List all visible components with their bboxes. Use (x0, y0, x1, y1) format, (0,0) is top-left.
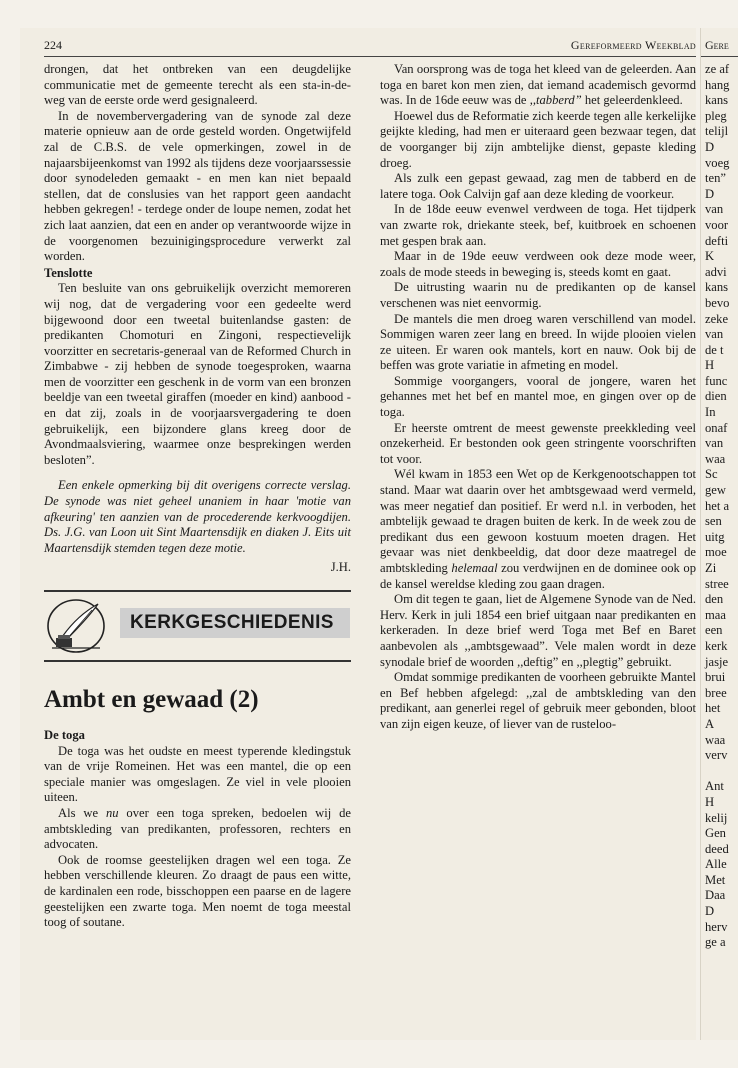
editor-note: Een enkele opmerking bij dit overigens correcte verslag. De synode was niet geheel unaniem in haar 'motie van afkeuring' ten aanzien van de procederende kerkvoogdijen. Ds. J.G. van Loon uit Sint Maartensdijk en diaken J. Eits uit Maartensdijk stemden tegen deze motie. (44, 478, 351, 555)
next-page-fragment: H (705, 358, 715, 373)
next-page-fragment: het a (705, 498, 730, 513)
next-page-fragment: deed (705, 841, 729, 856)
next-page-fragment: K (705, 249, 715, 264)
next-page-fragment: Daa (705, 888, 726, 903)
next-page-fragment: ze af (705, 62, 730, 76)
next-page-fragment: het (705, 701, 721, 716)
paragraph: Wél kwam in 1853 een Wet op de Kerkgenootschappen tot stand. Maar wat daarin over het ambtsgewaad werd vermeld, was meer negatief dan positief. Er werd n.l. in verboden, het ambtelijk gewaad te dragen buiten de kerk. In de week zou de predikant dus een gewoon kostuum moeten dragen. Het gevaar was niet denkbeeldig, dat door deze maatregel de ambtskleding helemaal zou verdwijnen en de dominee ook op de kansel wereldse kleding zou gaan dragen. (380, 467, 696, 591)
next-page-fragment: zeke (705, 311, 729, 326)
paragraph: Om dit tegen te gaan, liet de Algemene Synode van de Ned. Herv. Kerk in juli 1854 een brief uitgaan naar predikanten en kerkeraden. In deze brief werd Toga met Bef en Baret aanbevolen als ,,ambtsgewaad”. Vele malen wordt in deze synodale brief de woorden ,,deftig” en ,,plegtig” gebruikt. (380, 592, 696, 669)
next-page-fragment: voeg (705, 155, 730, 170)
paragraph: Sommige voorgangers, vooral de jongere, waren het gehannes met het bef en mantel moe, en gingen over op de toga. (380, 373, 696, 420)
next-page-fragment: van (705, 436, 724, 451)
author-initials: J.H. (330, 560, 351, 575)
next-page-fragment: In (705, 405, 716, 420)
subheading-de-toga: De toga (44, 728, 85, 742)
next-page-fragment: defti (705, 233, 729, 248)
next-page-edge (700, 28, 738, 1040)
next-page-fragment: kans (705, 280, 729, 295)
next-page-fragment: van (705, 327, 724, 342)
next-page-fragment: onaf (705, 420, 728, 435)
paragraph: Van oorsprong was de toga het kleed van de geleerden. Aan toga en baret kon men zien, dat iemand academisch gevormd was. In de 16de eeuw was de ,,tabberd” het geleerdenkleed. (380, 62, 696, 108)
next-page-fragment: jasje (705, 654, 729, 669)
next-page-fragment: moe (705, 545, 727, 560)
column-right (380, 62, 696, 733)
header-rule (44, 56, 696, 57)
paragraph: Ten besluite van ons gebruikelijk overzicht memoreren wij nog, dat de vergadering voor een gedeelte werd bijgewoond door een tweetal buitenlandse gasten: de predikanten Chomoturi en Zingoni, respectievelijk voorzitter en secretaris-generaal van de Reformed Church in Zimbabwe - zij hebben de synode toegesproken, waarna men de voorzitter een geschenk in de vorm van een bronzen beeldje van een tweetal giraffen (moeder en kind) aanbood - en dat zij, zoals in de voorjaarsvergadering te doen gebruikelijk, een bijzondere glans kreeg door de Avondmaalsviering, waarmee onze besprekingen werden besloten”. (44, 281, 351, 467)
next-page-fragment: waa (705, 451, 726, 466)
next-page-fragment: Met (705, 872, 726, 887)
next-page-fragment: herv (705, 919, 728, 934)
next-page-fragment (705, 764, 729, 780)
section-banner (44, 590, 351, 662)
paragraph: Hoewel dus de Reformatie zich keerde tegen alle kerkelijke geijkte kleding, had men er uiteraard geen bezwaar tegen, dat de voorganger bij zijn ambtelijke dienst, gepaste kleding droeg. (380, 108, 696, 170)
paragraph: Omdat sommige predikanten de voorheen gebruikte Mantel en Bef hebben afgelegd: ,,zal de ambtskleding van den predikant, aan generlei regel of gebruik meer gebonden, bloot van zijn eigen keuze, of liever van de rusteloo- (380, 670, 696, 731)
next-header-rule (701, 56, 738, 57)
next-page-fragment: D (705, 904, 715, 919)
quill-inkwell-icon (46, 596, 110, 656)
paragraph: drongen, dat het ontbreken van een deugdelijke communicatie met de gemeente terecht als een sta-in-de-weg van de eerste orde werd gesignaleerd. (44, 62, 351, 108)
next-page-fragment: Gen (705, 826, 726, 841)
next-page-fragment: stree (705, 576, 729, 591)
next-page-fragment: verv (705, 748, 728, 763)
next-page-fragment: uitg (705, 529, 725, 544)
next-page-fragment: pleg (705, 108, 727, 123)
next-page-fragment: kans (705, 93, 729, 108)
next-page-fragment: kerk (705, 638, 728, 653)
paragraph: De uitrusting waarin nu de predikanten op de kansel verschenen was niet eenvormig. (380, 280, 696, 310)
article-title: Ambt en gewaad (2) (44, 686, 259, 713)
paragraph: Ook de roomse geestelijken dragen wel een toga. Ze hebben verschillende kleuren. Zo draagt de paus een witte, de kardinalen een rode, bisschoppen een paarse en de lagere geestelijken een zwarte toga. Men noemt de toga meestal toog of soutane. (44, 852, 351, 930)
next-page-fragment: een (705, 623, 723, 638)
next-page-fragment: Zi (705, 561, 717, 575)
next-page-fragment: waa (705, 732, 726, 747)
next-page-fragment: hang (705, 77, 730, 92)
next-page-fragment: brui (705, 670, 726, 685)
next-page-fragment: func (705, 373, 728, 388)
next-page-fragment: H (705, 794, 715, 809)
next-page-fragment: de t (705, 342, 724, 357)
paragraph: In de novembervergadering van de synode zal deze materie opnieuw aan de orde gesteld worden. Ongetwijfeld zal de C.B.S. de vele opmerkingen, zowel in de najaarsbijeenkomst van 1992 als tijdens deze voorjaarssessie door synodeleden gemaakt - en men kan niet bepaald stellen, dat de conslusies van het rapport geen aandacht hebben gekregen! - terdege onder de loupe nemen, zodat het zich laat aanzien, dat een en ander op verantwoorde wijze in de voorgenomen bezuinigingsprocedure verwerkt zal worden. (44, 108, 351, 264)
paragraph: Als zulk een gepast gewaad, zag men de tabberd en de latere toga. Ook Calvijn gaf aan deze kleding de voorkeur. (380, 171, 696, 201)
next-page-fragment: D (705, 186, 715, 201)
next-page-fragment: van (705, 202, 724, 217)
running-head: Gereformeerd Weekblad (570, 38, 696, 52)
section-label: KERKGESCHIEDENIS (120, 608, 350, 638)
column-left (44, 62, 351, 931)
next-page-fragment: den (705, 592, 724, 607)
next-page-fragment: dien (705, 389, 727, 404)
next-page-fragment: advi (705, 264, 727, 279)
next-page-fragment: D (705, 139, 715, 154)
magazine-page (20, 28, 696, 1040)
subheading-tenslotte: Tenslotte (44, 265, 93, 280)
next-page-fragment: bree (705, 685, 727, 700)
paragraph: De mantels die men droeg waren verschillend van model. Sommigen waren zeer lang en breed. In wijde plooien vielen ze uiteen. Er waren ook mantels, kort en nauw. Ook bij de beffen was grote variatie in afmeting en model. (380, 311, 696, 373)
next-page-fragment: ge a (705, 935, 726, 950)
next-page-fragment: telijl (705, 124, 729, 139)
page-number: 224 (44, 38, 62, 52)
next-page-fragment: Alle (705, 857, 727, 872)
next-page-fragment: gew (705, 483, 726, 498)
next-page-fragment: ten” (705, 171, 726, 186)
next-page-fragment: Ant (705, 779, 724, 794)
paragraph: Maar in de 19de eeuw verdween ook deze mode weer, zoals de mode steeds in beweging is, steeds komt en gaat. (380, 249, 696, 279)
next-page-fragment: voor (705, 217, 729, 232)
paragraph: De toga was het oudste en meest typerende kledingstuk van de vrije Romeinen. Het was een mantel, die op een speciale manier was omgeslagen. Ze viel in vele plooien uiteen. (44, 743, 351, 805)
next-page-fragment: A (705, 716, 715, 731)
next-page-fragment: maa (705, 607, 726, 622)
paragraph: Er heerste omtrent de meest gewenste preekkleding veel onzekerheid. Er bestonden ook geen stringente voorschriften tot voor. (380, 420, 696, 466)
next-page-fragments (705, 62, 729, 951)
paragraph: In de 18de eeuw evenwel verdween de toga. Het tijdperk van zwarte rok, driekante steek, bef, kuitbroek en schoenen met gespen brak aan. (380, 202, 696, 248)
next-page-fragment: kelij (705, 810, 728, 825)
next-page-fragment: Sc (705, 467, 718, 482)
next-page-fragment: sen (705, 514, 722, 529)
next-running-head: Gere (705, 38, 729, 52)
paragraph: Als we nu over een toga spreken, bedoelen wij de ambtskleding van predikanten, professoren, rechters en advocaten. (44, 805, 351, 852)
next-page-fragment: bevo (705, 295, 730, 310)
